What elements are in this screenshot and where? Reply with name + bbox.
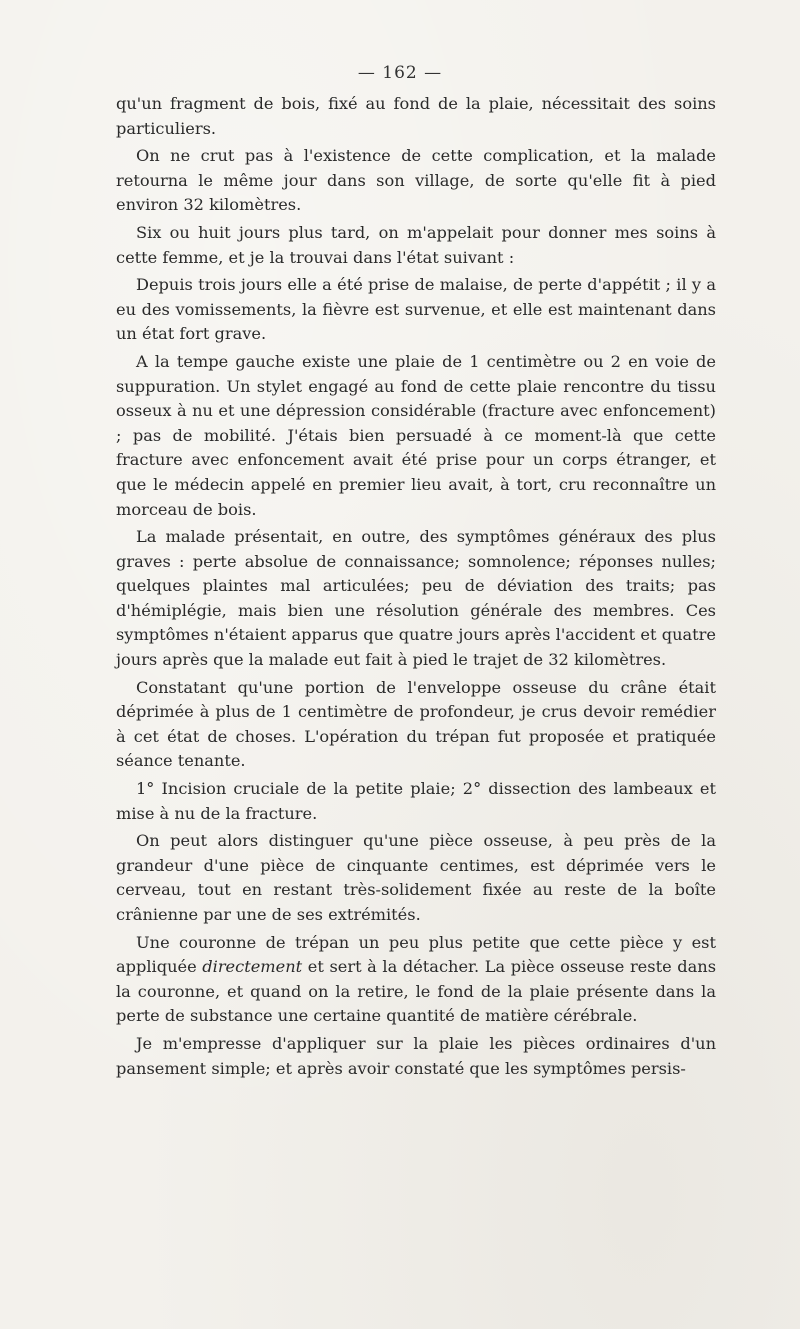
paragraph-6: [116, 525, 716, 673]
paragraph-5-text: A la tempe gauche existe une plaie de 1 centimètre ou 2 en voie de suppuration. Un stylet engagé au fond de cette plaie rencontre du tissu osseux à nu et une dépression considérable (fracture avec enfoncement) ; pas de mobilité. J'étais bien persuadé à ce moment-là que cette fracture avec enfoncement avait été prise pour un corps étranger, et que le médecin appelé en premier lieu avait, à tort, cru reconnaître un morceau de bois.: [116, 351, 716, 519]
paragraph-1-text: qu'un fragment de bois, fixé au fond de la plaie, nécessitait des soins particuliers.: [116, 94, 716, 138]
paragraph-2-text: On ne crut pas à l'existence de cette complication, et la malade retourna le même jour dans son village, de sorte qu'elle fit à pied environ 32 kilomètres.: [116, 146, 716, 215]
paragraph-3-text: Six ou huit jours plus tard, on m'appelait pour donner mes soins à cette femme, et je la trouvai dans l'état suivant :: [116, 222, 716, 267]
paragraph-8-text: 1° Incision cruciale de la petite plaie; 2° dissection des lambeaux et mise à nu de la fracture.: [116, 779, 716, 823]
page-number: — 162 —: [357, 63, 443, 83]
paragraph-9-text: On peut alors distinguer qu'une pièce osseuse, à peu près de la grandeur d'une pièce de cinquante centimes, est déprimée vers le cerveau, tout en restant très-solidement fixée au reste de la boîte crânienne par une de ses extrémités.: [116, 831, 716, 924]
paragraph-4-text: Depuis trois jours elle a été prise de malaise, de perte d'appétit ; il y a eu des vomissements, la fièvre est survenue, et elle est maintenant dans un état fort grave.: [116, 275, 716, 344]
paragraph-10: [116, 931, 716, 1029]
paragraph-7: [116, 676, 716, 774]
paragraph-6-text: La malade présentait, en outre, des symptômes généraux des plus graves : perte absolue de connaissance; somnolence; réponses nulles; quelques plaintes mal articulées; peu de déviation des traits; pas d'hémiplégie, mais bien une résolution générale des membres. Ces symptômes n'étaient apparus que quatre jours après l'accident et quatre jours après que la malade eut fait à pied le trajet de 32 kilomètres.: [116, 527, 716, 670]
paragraph-4: [116, 273, 716, 347]
paragraph-8: [116, 777, 716, 826]
paragraph-1: [116, 92, 716, 141]
paragraph-3: [116, 221, 716, 270]
paragraph-10-text-b: et sert à la détacher. La pièce osseuse reste dans la couronne, et quand on la retire, le fond de la plaie présente dans la perte de substance une certaine quantité de matière cérébrale.: [116, 957, 716, 1026]
paragraph-7-text: Constatant qu'une portion de l'enveloppe osseuse du crâne était déprimée à plus de 1 centimètre de profondeur, je crus devoir remédier à cet état de choses. L'opération du trépan fut proposée et pratiquée séance tenante.: [116, 677, 716, 771]
paragraph-11-text: Je m'empresse d'appliquer sur la plaie les pièces ordinaires d'un pansement simple; et après avoir constaté que les symptômes persis-: [116, 1033, 716, 1078]
paragraph-2: [116, 144, 716, 218]
paragraph-5: [116, 350, 716, 522]
page-body: [116, 92, 716, 1081]
paragraph-9: [116, 829, 716, 927]
paragraph-10-italic: directement: [202, 957, 303, 977]
paragraph-11: [116, 1032, 716, 1081]
paragraph-10-text-a: Une couronne de trépan un peu plus petite que cette pièce y est appliquée: [116, 932, 716, 977]
